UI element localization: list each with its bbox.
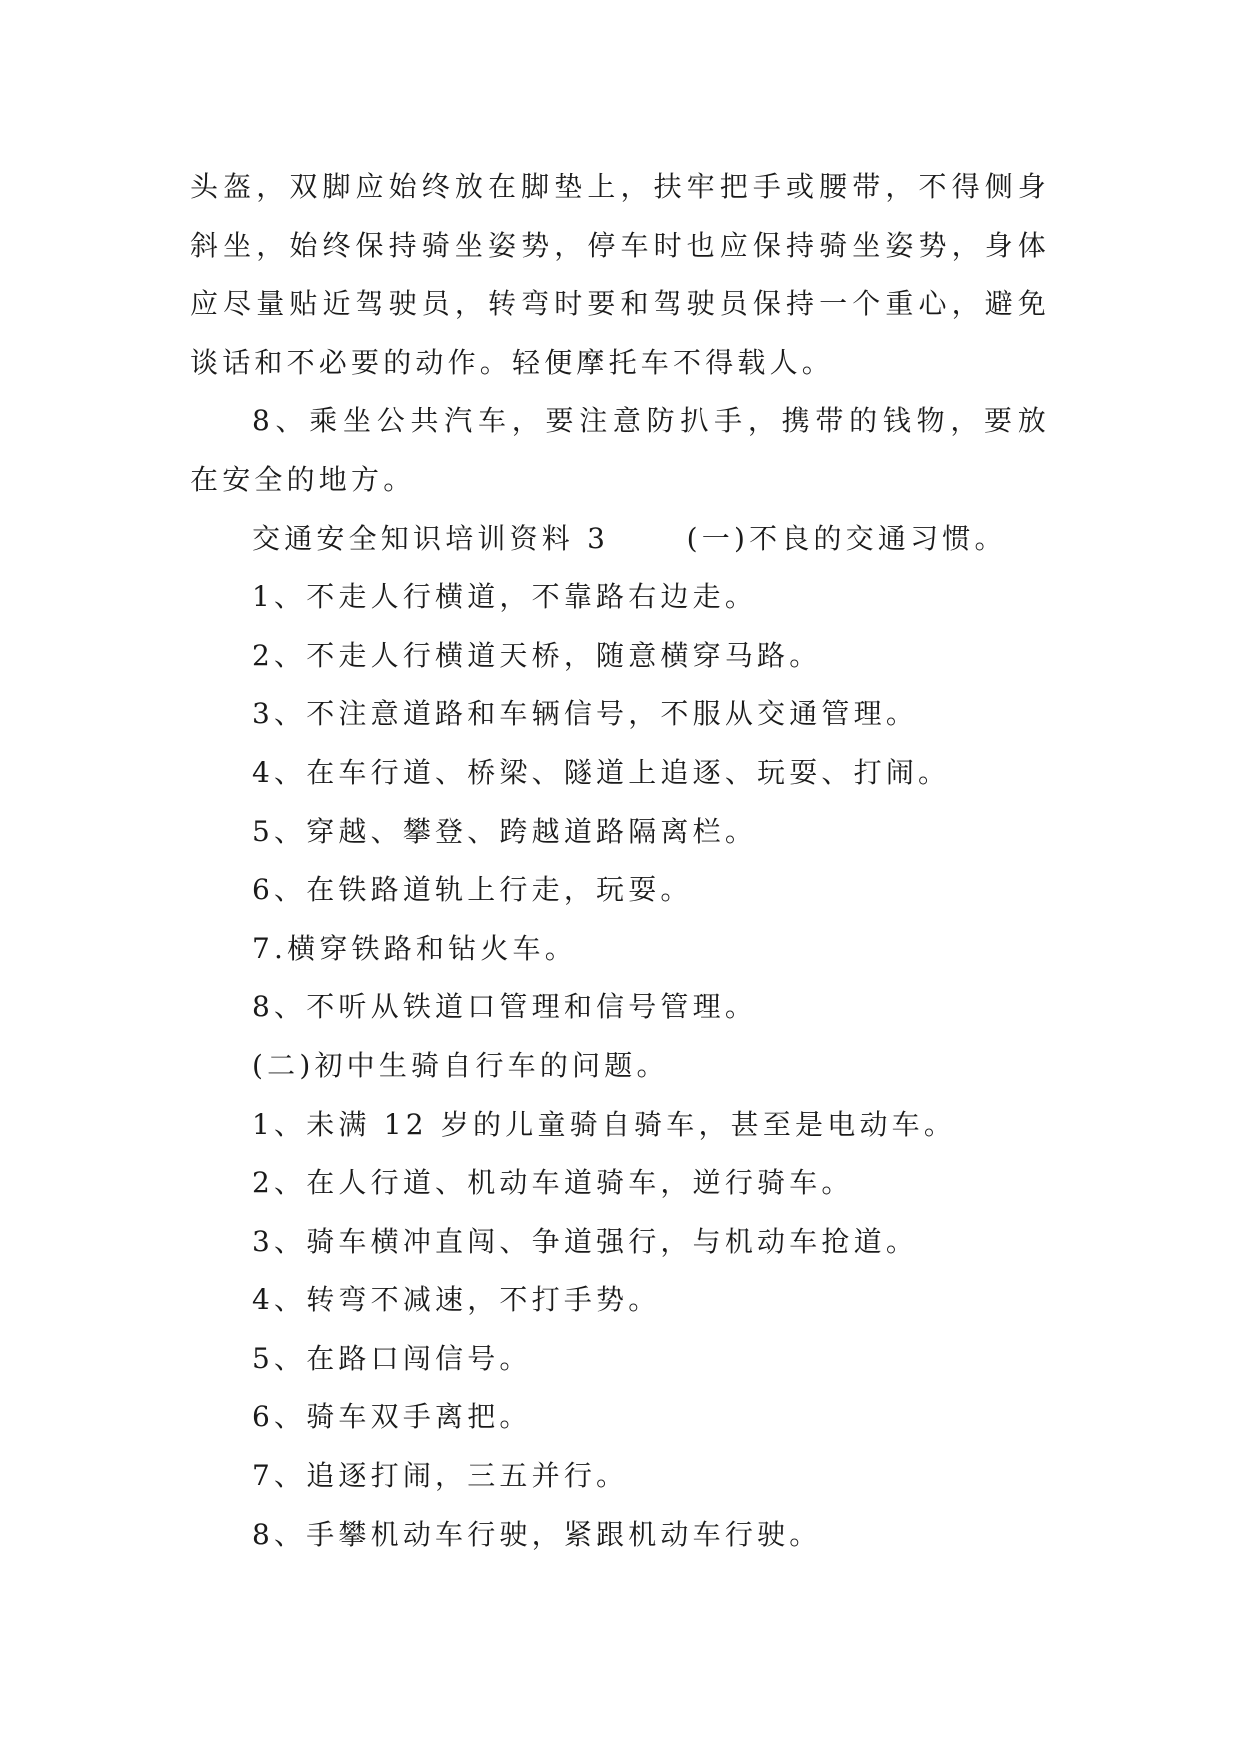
list-item: 5、在路口闯信号。 <box>252 1341 532 1375</box>
list-item: 2、不走人行横道天桥，随意横穿马路。 <box>252 638 822 672</box>
list-item: 2、在人行道、机动车道骑车，逆行骑车。 <box>252 1166 854 1200</box>
list-item: 8、不听从铁道口管理和信号管理。 <box>252 990 758 1024</box>
list-item-bus-line2: 在安全的地方。 <box>190 462 416 496</box>
paragraph-line: 斜坐，始终保持骑坐姿势，停车时也应保持骑坐姿势，身体 <box>190 228 1050 262</box>
section-heading: 交通安全知识培训资料 3 (一)不良的交通习惯。 <box>252 521 1007 555</box>
list-item: 6、在铁路道轨上行走，玩耍。 <box>252 873 693 907</box>
list-item: 3、骑车横冲直闯、争道强行，与机动车抢道。 <box>252 1224 919 1258</box>
list-item-bus-line1: 8、乘坐公共汽车，要注意防扒手，携带的钱物，要放 <box>252 404 1050 438</box>
list-item: 8、手攀机动车行驶，紧跟机动车行驶。 <box>252 1517 822 1551</box>
list-item: 1、不走人行横道，不靠路右边走。 <box>252 580 758 614</box>
list-item: 7、追逐打闹，三五并行。 <box>252 1459 629 1493</box>
list-item: 5、穿越、攀登、跨越道路隔离栏。 <box>252 814 758 848</box>
list-item: 4、转弯不减速，不打手势。 <box>252 1283 661 1317</box>
list-item: 6、骑车双手离把。 <box>252 1400 532 1434</box>
document-body <box>190 158 1050 1564</box>
list-item: 4、在车行道、桥梁、隧道上追逐、玩耍、打闹。 <box>252 755 951 789</box>
paragraph-line: 谈话和不必要的动作。轻便摩托车不得载人。 <box>190 345 835 379</box>
list-item: 3、不注意道路和车辆信号，不服从交通管理。 <box>252 697 919 731</box>
list-item: 1、未满 12 岁的儿童骑自骑车，甚至是电动车。 <box>252 1107 957 1141</box>
paragraph-line: 应尽量贴近驾驶员，转弯时要和驾驶员保持一个重心，避免 <box>190 287 1050 321</box>
subsection-heading: (二)初中生骑自行车的问题。 <box>252 1048 669 1082</box>
list-item: 7.横穿铁路和钻火车。 <box>252 931 577 965</box>
paragraph-line: 头盔，双脚应始终放在脚垫上，扶牢把手或腰带，不得侧身 <box>190 170 1050 203</box>
